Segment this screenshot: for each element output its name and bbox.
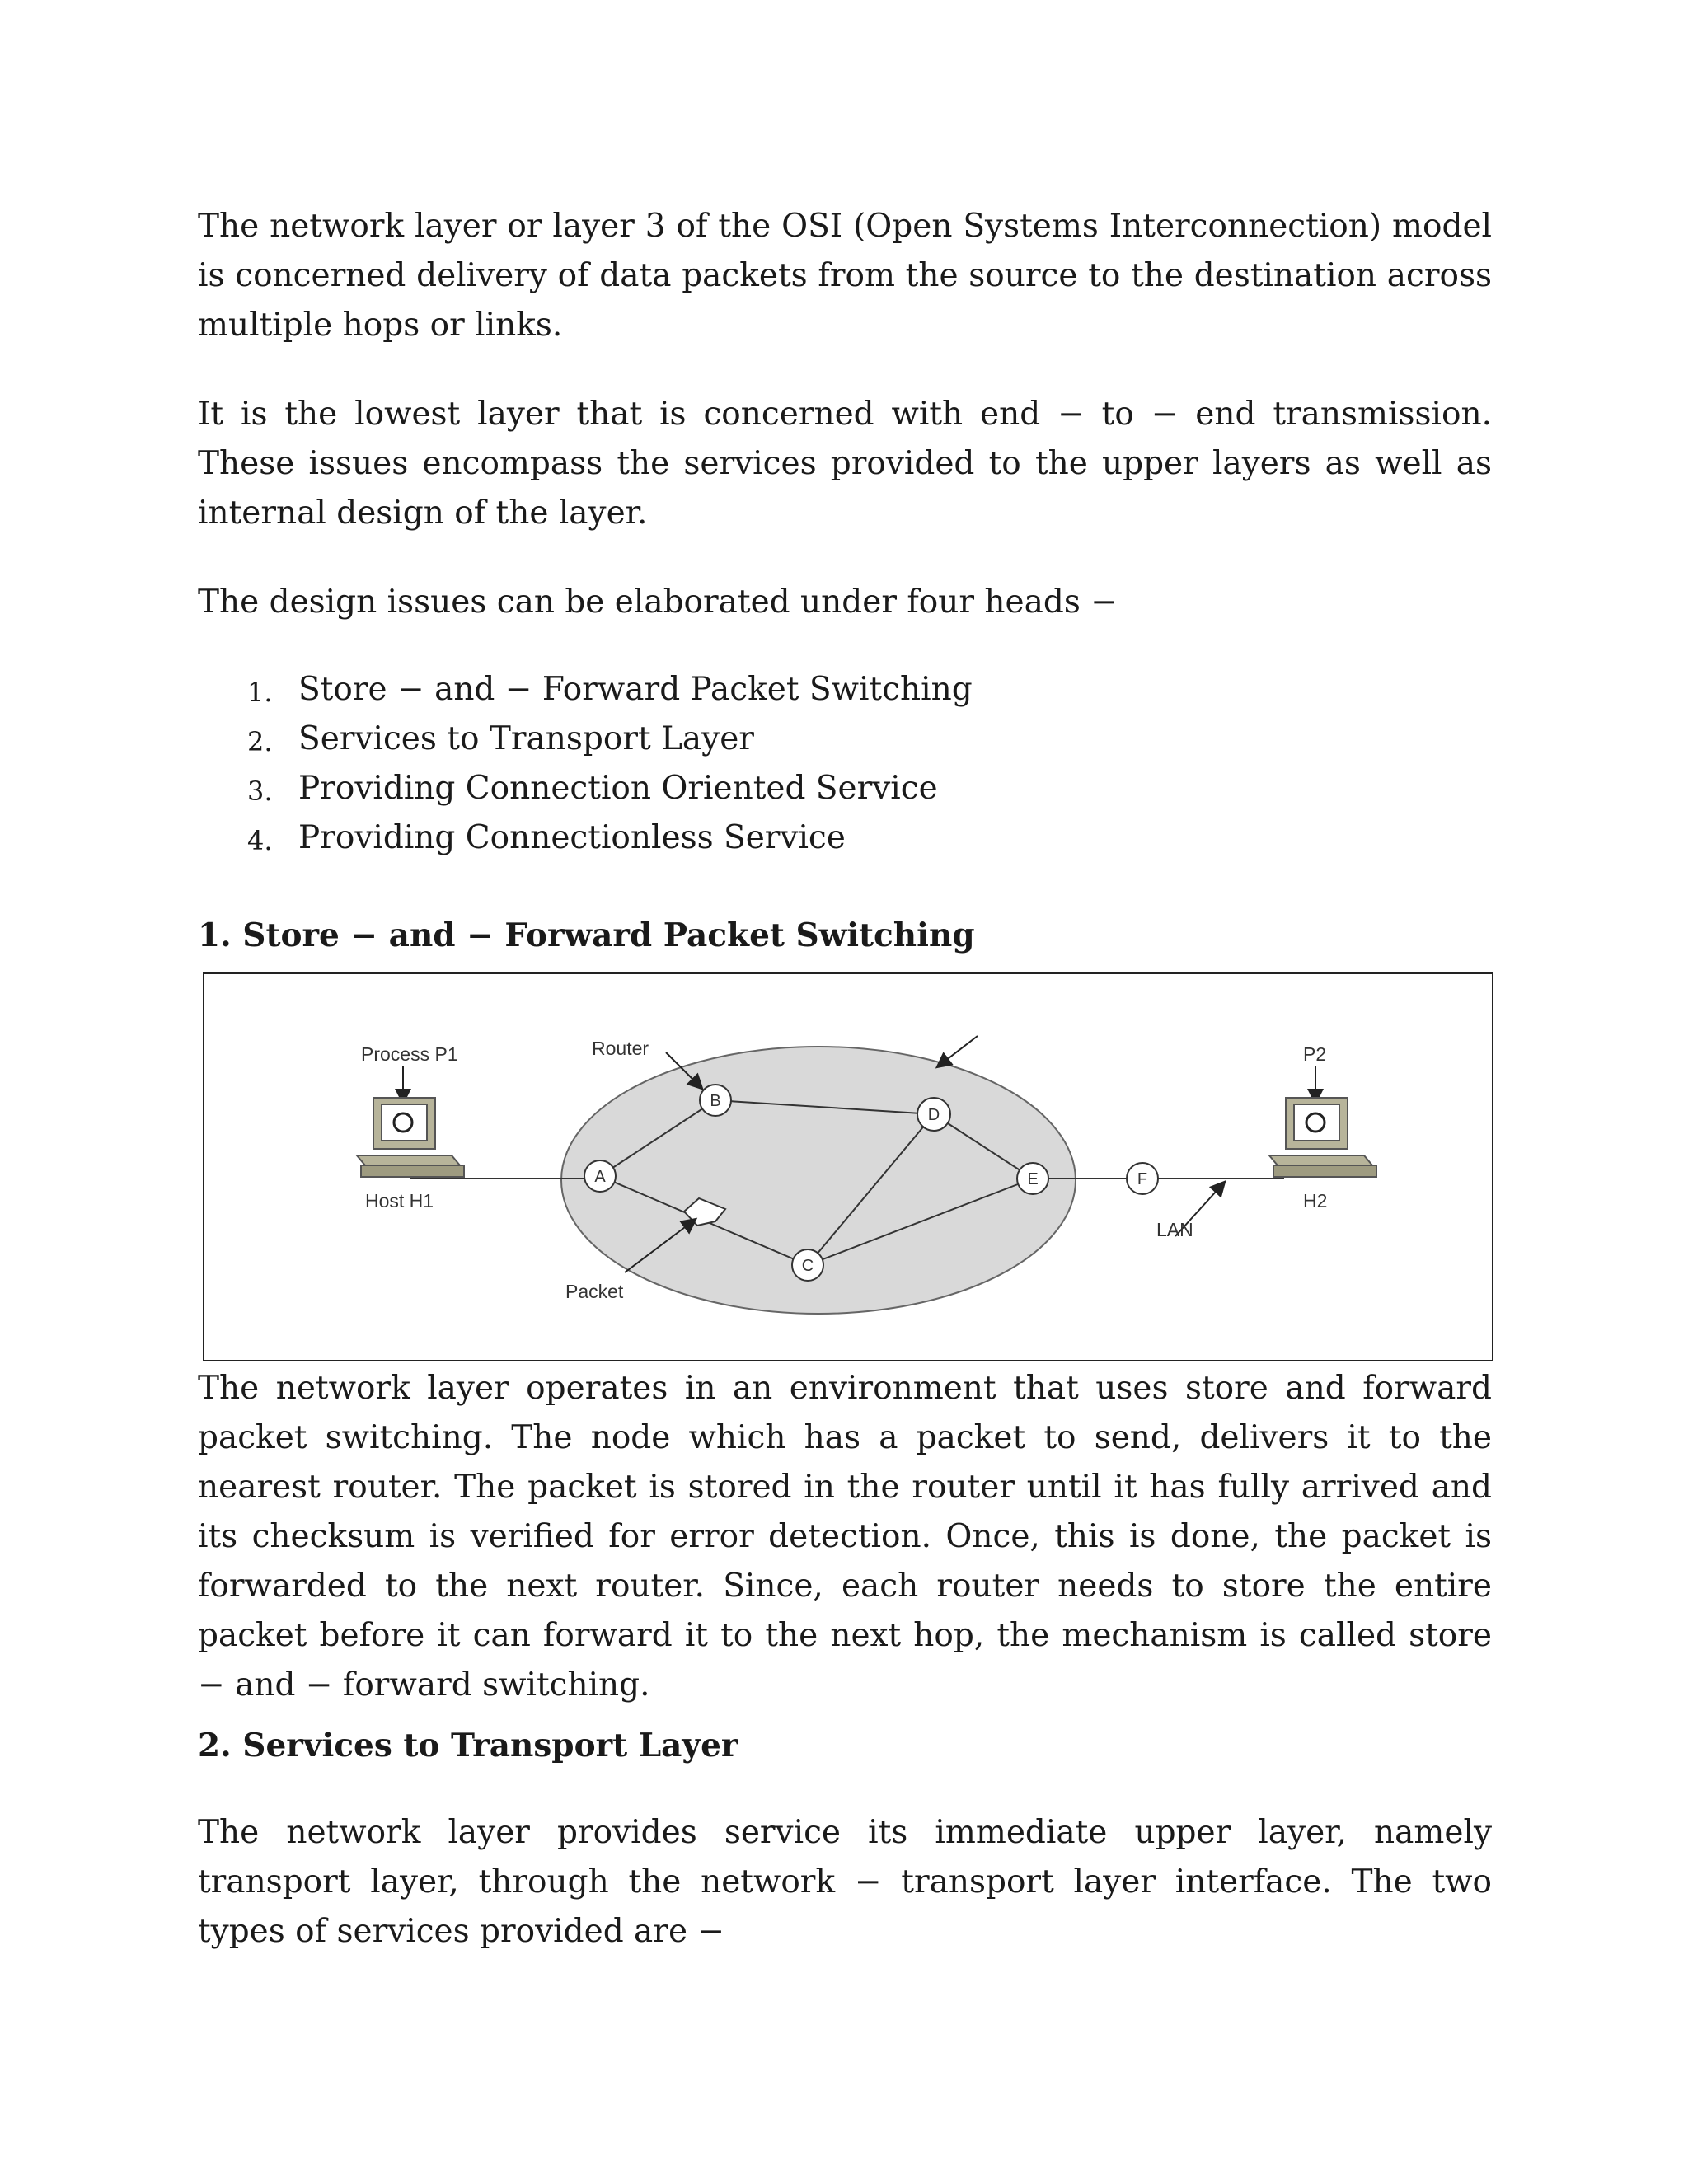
list-number: 4. [247,825,273,856]
list-item [198,764,973,813]
section-2-paragraph: The network layer provides service its immediate upper layer, namely transport layer, through the network − transport layer interface. The two types of services provided are − [198,1814,1492,1950]
list-item-label: Store − and − Forward Packet Switching [298,671,973,708]
router-node-b [700,1085,731,1116]
section-1-paragraph: The network layer operates in an environment that uses store and forward packet switching. The node which has a packet to send, delivers it to the nearest router. The packet is stored in the router until it has fully arrived and its checksum is verified for error detection. Once, this is done, the packet is forwarded to the next router. Since, each router needs to store the entire packet before it can forward it to the next hop, the mechanism is called store − and − forward switching. [198,1370,1492,1704]
label-packet: Packet [565,1281,624,1302]
network-diagram-figure [203,972,1493,1361]
section-heading-store-and-forward: 1. Store − and − Forward Packet Switching [198,916,975,954]
node-label-a: A [594,1168,606,1186]
router-node-a [584,1160,616,1192]
router-node-f [1127,1163,1158,1194]
host-h1-computer-icon [357,1098,464,1177]
list-item-label: Services to Transport Layer [298,720,754,757]
node-label-e: E [1027,1170,1039,1188]
node-label-b: B [710,1092,721,1110]
label-lan: LAN [1156,1219,1193,1240]
label-host-h1: Host H1 [365,1190,434,1212]
label-h2: H2 [1303,1190,1328,1212]
carrier-arrow [938,1036,978,1066]
router-node-c [792,1249,823,1281]
list-number: 2. [247,726,273,757]
label-process-p1: Process P1 [361,1043,458,1065]
section-heading-services-transport: 2. Services to Transport Layer [198,1727,738,1765]
list-item-label: Providing Connection Oriented Service [298,770,938,807]
host-h2-computer-icon [1269,1098,1376,1177]
node-label-d: D [927,1106,940,1124]
network-diagram [204,974,1492,1360]
intro-paragraph-3: The design issues can be elaborated under four heads − [198,583,1118,621]
design-heads-list [198,665,973,863]
node-label-c: C [801,1257,814,1275]
label-router: Router [592,1038,649,1059]
list-item-label: Providing Connectionless Service [298,819,846,856]
intro-paragraph-1: The network layer or layer 3 of the OSI (Open Systems Interconnection) model is concerned delivery of data packets from the source to the destination across multiple hops or links. [198,208,1492,344]
list-item [198,665,973,715]
list-item [198,715,973,764]
node-label-f: F [1137,1170,1148,1188]
label-p2: P2 [1303,1043,1327,1065]
list-item [198,813,973,863]
router-node-e [1017,1163,1048,1194]
list-number: 3. [247,776,273,807]
list-number: 1. [247,677,273,708]
intro-paragraph-2: It is the lowest layer that is concerned with end − to − end transmission. These issues encompass the services provided to the upper layers as well as internal design of the layer. [198,396,1492,532]
router-node-d [917,1098,950,1131]
